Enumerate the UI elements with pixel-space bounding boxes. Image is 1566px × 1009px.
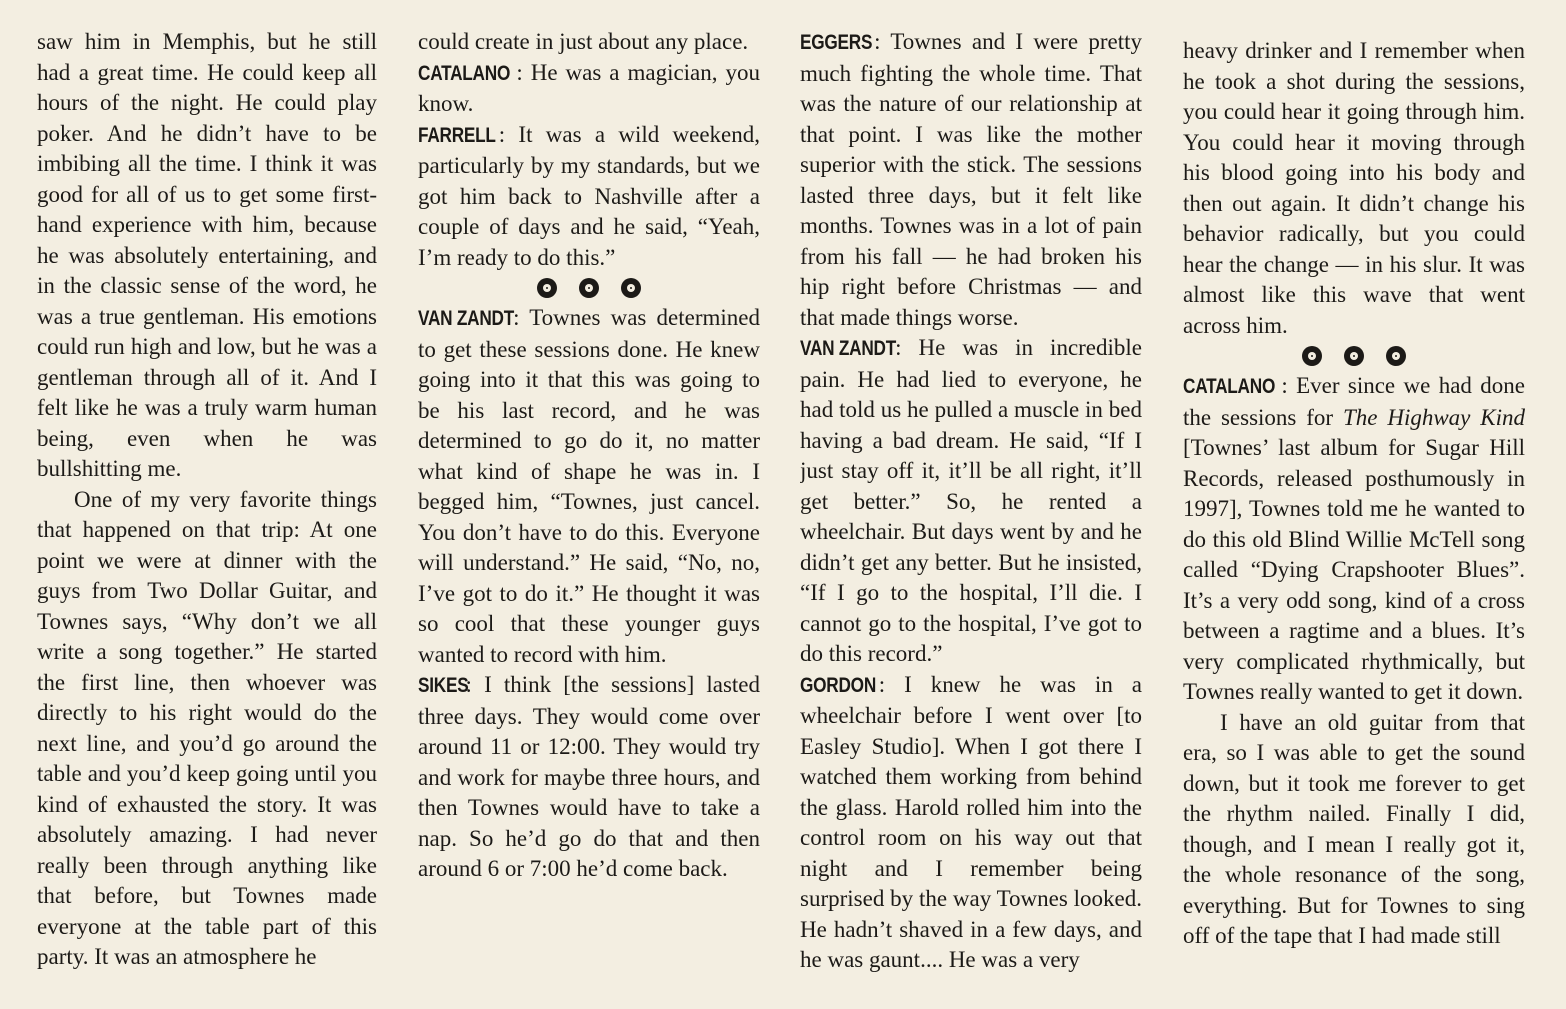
speaker-name: SIKES xyxy=(418,674,469,697)
speaker-name: EGGERS xyxy=(800,31,873,54)
speaker-name: FARRELL xyxy=(418,123,496,147)
text-column-1 xyxy=(37,27,377,997)
speaker-name: GORDON xyxy=(800,673,877,697)
paragraph: SIKES: I think [the sessions] lasted three days. They would come over around 11 or 12:00. They would try and work for maybe three hours, and then Townes would have to take a nap. So he’d go do that and then around 6 or 7:00 he’d come back. xyxy=(418,672,760,881)
paragraph: One of my very favorite things that happened on that trip: At one point we were at dinner with the guys from Two Dollar Guitar, and Townes says, “Why don’t we all write a song together.” He started the first line, then whoever was directly to his right would do the next line, and you’d go around the table and you’d keep going until you kind of exhausted the story. It was absolutely amazing. I had never really been through anything like that before, but Townes made everyone at the table part of this party. It was an atmosphere he xyxy=(37,486,377,969)
paragraph: CATALANO : Ever since we had done the sessions for The Highway Kind [Townes’ last album for Sugar Hill Records, released posthumously in 1997], Townes told me he wanted to do this old Blind Willie McTell song called “Dying Crapshooter Blues”. It’s a very odd song, kind of a cross between a ragtime and a blues. It’s very complicated rhythmically, but Townes really wanted to get it down. xyxy=(1183,373,1525,704)
album-title: The Highway Kind xyxy=(1342,404,1525,430)
speaker-name: VAN ZANDT xyxy=(418,307,515,330)
speaker-name: CATALANO xyxy=(418,61,511,85)
paragraph: VAN ZANDT: He was in incredible pain. He had lied to everyone, he had told us he pulled a muscle in bed having a bad dream. He said, “If I just stay off it, it’ll be all right, it’ll get better.” So, he rented a wheelchair. But days went by and he didn’t get any better. But he insisted, “If I go to the hospital, I’ll die. I cannot go to the hospital, I’ve got to do this record.” xyxy=(800,335,1142,666)
paragraph: GORDON : I knew he was in a wheelchair before I went over [to Easley Studio]. When I got there I watched them working from behind the glass. Harold rolled him into the control room on his way out that night and I remember being surprised by the way Townes looked. He hadn’t shaved in a few days, and he was gaunt.... He was a very xyxy=(800,671,1142,972)
paragraph: heavy drinker and I remember when he took a shot during the sessions, you could hear it going through him. You could hear it moving through his blood going into his body and then out again. It didn’t change his behavior radically, but you could hear the change — in his slur. It was almost like this wave that went across him. xyxy=(1183,38,1525,338)
paragraph: VAN ZANDT: Townes was determined to get these sessions done. He knew going into it that this was going to be his last record, and he was determined to go do it, no matter what kind of shape he was in. I begged him, “Townes, just cancel. You don’t have to do this. Everyone will understand.” He said, “No, no, I’ve got to do it.” He thought it was so cool that these younger guys wanted to record with him. xyxy=(418,305,760,667)
text-column-4 xyxy=(1183,36,1525,1006)
paragraph: I have an old guitar from that era, so I was able to get the sound down, but it took me forever to get the rhythm nailed. Finally I did, though, and I mean I really got it, the whole resonance of the song, everything. But for Townes to sing off of the tape that I had made still xyxy=(1183,709,1525,948)
section-break xyxy=(418,273,760,303)
record-disc-icon xyxy=(537,278,557,298)
record-disc-icon xyxy=(1344,346,1364,366)
record-disc-icon xyxy=(1386,346,1406,366)
text-column-2 xyxy=(418,27,760,997)
section-break xyxy=(1183,341,1525,371)
paragraph: FARRELL : It was a wild weekend, particularly by my standards, but we got him back to Nashville after a couple of days and he said, “Yeah, I’m ready to do this.” xyxy=(418,121,760,270)
record-disc-icon xyxy=(1302,346,1322,366)
speaker-name: VAN ZANDT xyxy=(800,337,897,360)
record-disc-icon xyxy=(579,278,599,298)
paragraph: EGGERS: Townes and I were pretty much fighting the whole time. That was the nature of our relationship at that point. I was like the mother superior with the stick. The sessions lasted three days, but it felt like months. Townes was in a lot of pain from his fall — he had broken his hip right before Christmas — and that made things worse. xyxy=(800,29,1142,330)
speaker-name: CATALANO xyxy=(1183,375,1276,398)
paragraph: CATALANO : He was a magician, you know. xyxy=(418,59,760,116)
paragraph: could create in just about any place. xyxy=(418,29,749,54)
text-column-3 xyxy=(800,27,1142,997)
record-disc-icon xyxy=(621,278,641,298)
paragraph: saw him in Memphis, but he still had a great time. He could keep all hours of the night. He could play poker. And he didn’t have to be imbibing all the time. I think it was good for all of us to get some first-hand experience with him, because he was absolutely entertaining, and in the classic sense of the word, he was a true gentleman. His emotions could run high and low, but he was a gentleman through all of it. And I felt like he was a truly warm human being, even when he was bullshitting me. xyxy=(37,29,377,481)
